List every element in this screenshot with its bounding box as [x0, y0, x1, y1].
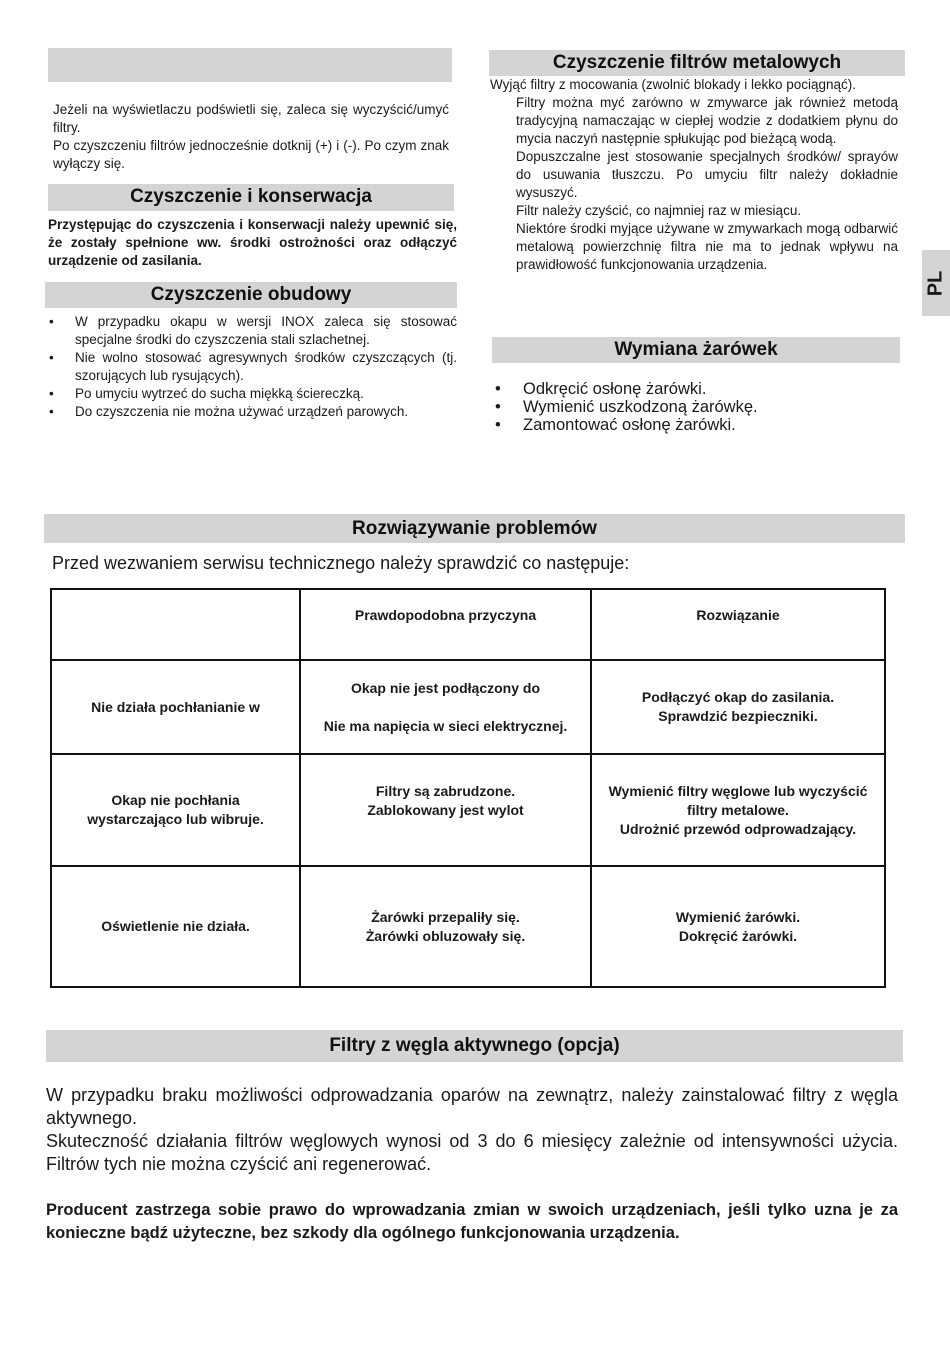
cell-text: Dokręcić żarówki.	[678, 927, 798, 944]
header-solution: Rozwiązanie	[591, 589, 885, 660]
cell-text: wystarczająco lub wibruje.	[87, 811, 264, 827]
filter-indicator-text-1: Jeżeli na wyświetlaczu podświetli się, zaleca się wyczyścić/umyć filtry.	[53, 102, 449, 135]
table-row	[51, 754, 885, 866]
cell-text: Żarówki przepaliły się.	[371, 908, 520, 925]
metal-filters-p4: Filtr należy czyścić, co najmniej raz w miesiącu.	[516, 203, 802, 218]
list-item: • Po umyciu wytrzeć do sucha miękką ściereczką.	[47, 385, 457, 403]
troubleshooting-intro: Przed wezwaniem serwisu technicznego należy sprawdzić co następuje:	[52, 553, 630, 573]
housing-heading: Czyszczenie obudowy	[45, 282, 457, 308]
carbon-filters-heading: Filtry z węgla aktywnego (opcja)	[46, 1030, 903, 1062]
troubleshooting-heading: Rozwiązywanie problemów	[44, 514, 905, 543]
cell-text: Nie ma napięcia w sieci elektrycznej.	[323, 717, 568, 734]
cell-text: Podłączyć okap do zasilania.	[641, 689, 835, 705]
filter-indicator-heading	[48, 48, 452, 82]
carbon-filters-text-2: Skuteczność działania filtrów węglowych wynosi od 3 do 6 miesięcy zależnie od intensywności użycia. Filtrów tych nie można czyścić ani regenerować.	[46, 1131, 898, 1174]
manufacturer-disclaimer: Producent zastrzega sobie prawo do wprowadzania zmian w swoich urządzeniach, jeśli tylko uzna je za konieczne bądź użyteczne, bez szkody dla ogólnego funkcjonowania urządzenia.	[46, 1201, 898, 1242]
cell-text: filtry metalowe.	[687, 801, 789, 818]
solution-cell	[591, 660, 885, 754]
cell-text: Wymienić żarówki.	[675, 908, 801, 925]
list-item: • W przypadku okapu w wersji INOX zaleca się stosować specjalne środki do czyszczenia stali szlachetnej.	[47, 313, 457, 349]
cause-cell	[300, 754, 591, 866]
solution-cell	[591, 754, 885, 866]
table-header-row	[51, 589, 885, 660]
filter-indicator-text-2: Po czyszczeniu filtrów jednocześnie dotknij (+) i (-). Po czym znak wyłączy się.	[53, 138, 449, 171]
table-row	[51, 866, 885, 987]
language-tab	[922, 250, 950, 316]
cell-text: Filtry są zabrudzone.	[375, 782, 516, 799]
cell-text: Żarówki obluzowały się.	[365, 927, 526, 944]
cause-cell	[300, 866, 591, 987]
list-item: • Zamontować osłonę żarówki.	[493, 416, 893, 434]
header-problem	[51, 589, 300, 660]
list-item: • Nie wolno stosować agresywnych środków czyszczących (tj. szorujących lub rysujących).	[47, 349, 457, 385]
problem-cell	[51, 754, 300, 866]
language-tab-label: PL	[924, 270, 947, 296]
problem-cell	[51, 660, 300, 754]
header-cause: Prawdopodobna przyczyna	[300, 589, 591, 660]
metal-filters-p3: Dopuszczalne jest stosowanie specjalnych środków/ sprayów do usuwania tłuszczu. Po umyciu filtr należy dokładnie wysuszyć.	[516, 149, 898, 200]
list-item: • Wymienić uszkodzoną żarówkę.	[493, 398, 893, 416]
cause-cell	[300, 660, 591, 754]
metal-filters-p1: Wyjąć filtry z mocowania (zwolnić blokady i lekko pociągnąć).	[490, 77, 857, 92]
problem-cell	[51, 866, 300, 987]
cell-text: Oświetlenie nie działa.	[101, 918, 250, 934]
cleaning-warning: Przystępując do czyszczenia i konserwacji należy upewnić się, że zostały spełnione ww. środki ostrożności oraz odłączyć urządzenie od zasilania.	[48, 217, 457, 268]
cell-text: Udrożnić przewód odprowadzający.	[619, 820, 857, 837]
list-item: • Do czyszczenia nie można używać urządzeń parowych.	[47, 403, 457, 421]
metal-filters-p2: Filtry można myć zarówno w zmywarce jak również metodą tradycyjną namaczając w ciepłej wodzie z dodatkiem płynu do mycia naczyń następnie spłukując pod bieżącą wodą.	[516, 95, 898, 146]
cell-text: Nie działa pochłanianie w	[91, 698, 260, 715]
troubleshooting-table	[50, 588, 886, 988]
metal-filters-p5: Niektóre środki myjące używane w zmywarkach mogą odbarwić metalową powierzchnię filtra nie ma to jednak wpływu na prawidłowość funkcjonowania urządzenia.	[516, 221, 898, 272]
carbon-filters-text-1: W przypadku braku możliwości odprowadzania oparów na zewnątrz, należy zainstalować filtry z węgla aktywnego.	[46, 1085, 898, 1128]
cell-text: Okap nie jest podłączony do	[350, 679, 541, 696]
cell-text	[303, 820, 588, 839]
cell-text: Zablokowany jest wylot	[367, 801, 524, 818]
cell-text: Okap nie pochłania	[111, 792, 240, 808]
table-row	[51, 660, 885, 754]
cleaning-heading: Czyszczenie i konserwacja	[48, 184, 454, 211]
metal-filters-text	[490, 76, 898, 274]
housing-list	[47, 313, 457, 421]
metal-filters-heading: Czyszczenie filtrów metalowych	[489, 50, 905, 76]
solution-cell	[591, 866, 885, 987]
cell-text: Wymienić filtry węglowe lub wyczyścić	[608, 782, 868, 799]
bulbs-heading: Wymiana żarówek	[492, 337, 900, 363]
list-item: • Odkręcić osłonę żarówki.	[493, 380, 893, 398]
cell-text: Sprawdzić bezpieczniki.	[658, 708, 818, 724]
bulbs-list	[493, 380, 893, 434]
